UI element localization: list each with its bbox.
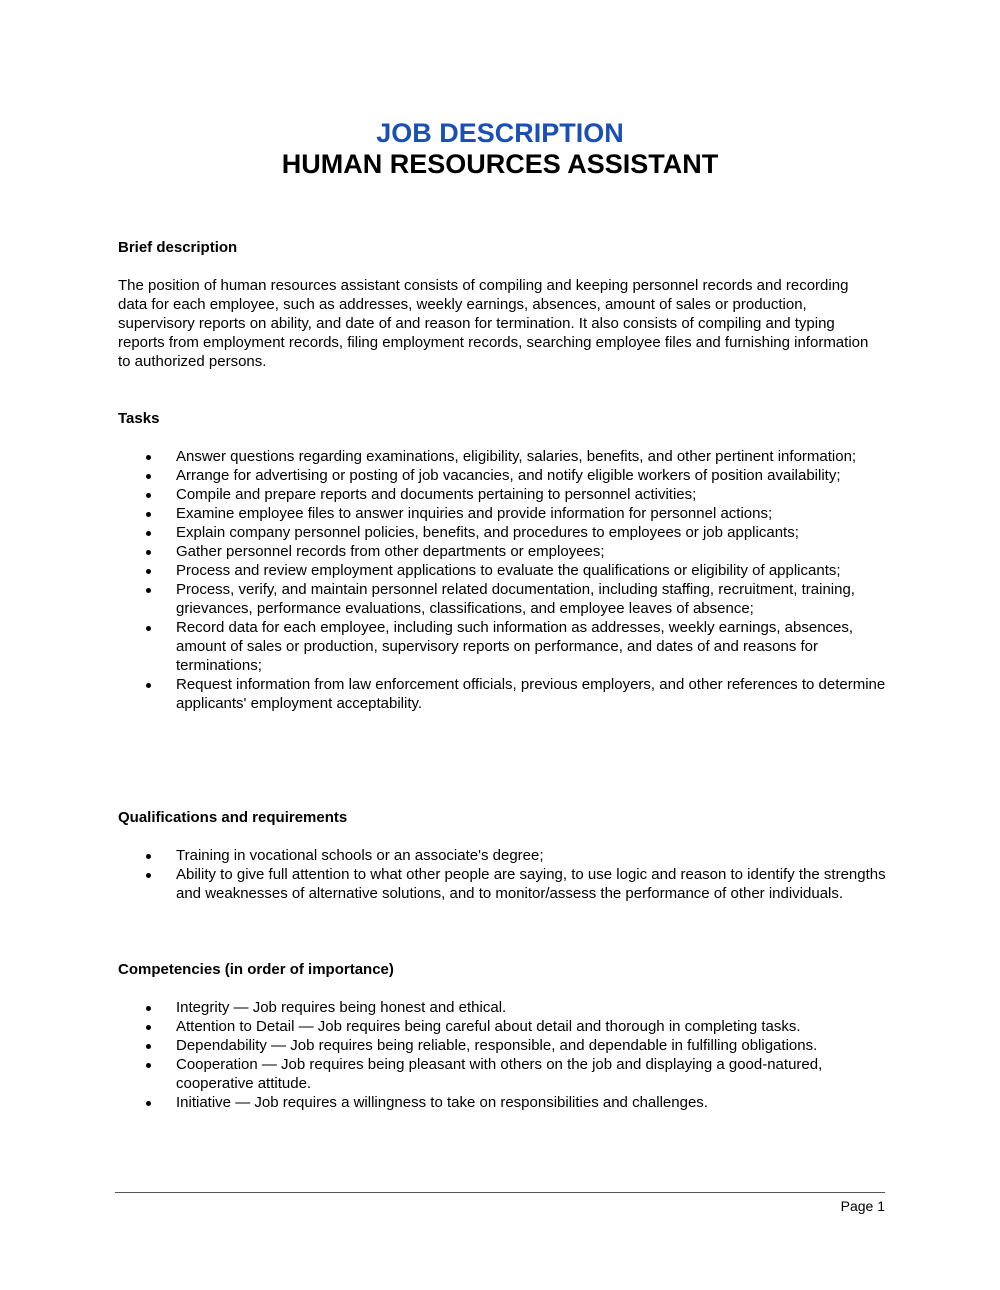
list-item <box>118 447 888 466</box>
qualifications-list <box>118 846 888 903</box>
list-item <box>118 504 888 523</box>
list-item <box>118 998 888 1017</box>
bullet-icon <box>146 455 151 460</box>
list-item-text: Dependability — Job requires being reliable, responsible, and dependable in fulfilling obligations. <box>176 1037 818 1054</box>
job-title: HUMAN RESOURCES ASSISTANT <box>281 149 719 179</box>
bullet-icon <box>146 1025 151 1030</box>
list-item <box>118 561 888 580</box>
bullet-icon <box>146 854 151 859</box>
list-item <box>118 846 888 865</box>
list-item <box>118 523 888 542</box>
list-item-text: Process and review employment applications to evaluate the qualifications or eligibility of applicants; <box>176 562 841 579</box>
list-item-text: Cooperation — Job requires being pleasant with others on the job and displaying a good-natured, cooperative attitude. <box>176 1056 823 1092</box>
tasks-heading: Tasks <box>118 410 160 427</box>
list-item-text: Gather personnel records from other departments or employees; <box>176 543 605 560</box>
list-item-text: Request information from law enforcement officials, previous employers, and other references to determine applicants' employment acceptability. <box>176 676 886 712</box>
footer-divider <box>115 1192 885 1193</box>
list-item <box>118 1017 888 1036</box>
list-item-text: Examine employee files to answer inquiries and provide information for personnel actions; <box>176 505 773 522</box>
bullet-icon <box>146 626 151 631</box>
list-item-text: Ability to give full attention to what other people are saying, to use logic and reason to identify the strengths and weaknesses of alternative solutions, and to monitor/assess the performance of other individuals. <box>176 866 886 902</box>
bullet-icon <box>146 588 151 593</box>
list-item-text: Compile and prepare reports and documents pertaining to personnel activities; <box>176 486 697 503</box>
list-item <box>118 1093 888 1112</box>
list-item <box>118 1055 888 1093</box>
competencies-list <box>118 998 888 1112</box>
bullet-icon <box>146 1101 151 1106</box>
list-item-text: Integrity — Job requires being honest and ethical. <box>176 999 507 1016</box>
list-item-text: Process, verify, and maintain personnel related documentation, including staffing, recruitment, training, grievances, performance evaluations, classifications, and employee leaves of absence; <box>176 581 855 617</box>
bullet-icon <box>146 1044 151 1049</box>
page-number: Page 1 <box>840 1198 885 1214</box>
list-item-text: Training in vocational schools or an associate's degree; <box>176 847 544 864</box>
tasks-list <box>118 447 888 713</box>
list-item <box>118 542 888 561</box>
bullet-icon <box>146 474 151 479</box>
list-item-text: Attention to Detail — Job requires being careful about detail and thorough in completing tasks. <box>176 1018 801 1035</box>
list-item <box>118 466 888 485</box>
list-item-text: Record data for each employee, including such information as addresses, weekly earnings, absences, amount of sales or production, supervisory reports on performance, and dates of and reasons for terminations; <box>176 619 854 674</box>
brief-description-heading: Brief description <box>118 239 238 256</box>
list-item-text: Answer questions regarding examinations, eligibility, salaries, benefits, and other pertinent information; <box>176 448 857 465</box>
list-item-text: Explain company personnel policies, benefits, and procedures to employees or job applicants; <box>176 524 799 541</box>
bullet-icon <box>146 683 151 688</box>
bullet-icon <box>146 1006 151 1011</box>
qualifications-heading: Qualifications and requirements <box>118 809 348 826</box>
bullet-icon <box>146 531 151 536</box>
competencies-heading: Competencies (in order of importance) <box>118 961 394 978</box>
bullet-icon <box>146 512 151 517</box>
bullet-icon <box>146 1063 151 1068</box>
bullet-icon <box>146 873 151 878</box>
list-item <box>118 865 888 903</box>
brief-description-text: The position of human resources assistant consists of compiling and keeping personnel records and recording data for each employee, such as addresses, weekly earnings, absences, amount of sales or production, supervisory reports on ability, and date of and reason for termination. It also consists of compiling and typing reports from employment records, filing employment records, searching employee files and furnishing information to authorized persons. <box>118 277 869 370</box>
bullet-icon <box>146 569 151 574</box>
list-item <box>118 580 888 618</box>
list-item-text: Initiative — Job requires a willingness to take on responsibilities and challenges. <box>176 1094 708 1111</box>
list-item <box>118 1036 888 1055</box>
list-item <box>118 618 888 675</box>
list-item <box>118 675 888 713</box>
list-item-text: Arrange for advertising or posting of job vacancies, and notify eligible workers of position availability; <box>176 467 841 484</box>
bullet-icon <box>146 550 151 555</box>
document-title: JOB DESCRIPTION <box>376 118 624 148</box>
list-item <box>118 485 888 504</box>
bullet-icon <box>146 493 151 498</box>
